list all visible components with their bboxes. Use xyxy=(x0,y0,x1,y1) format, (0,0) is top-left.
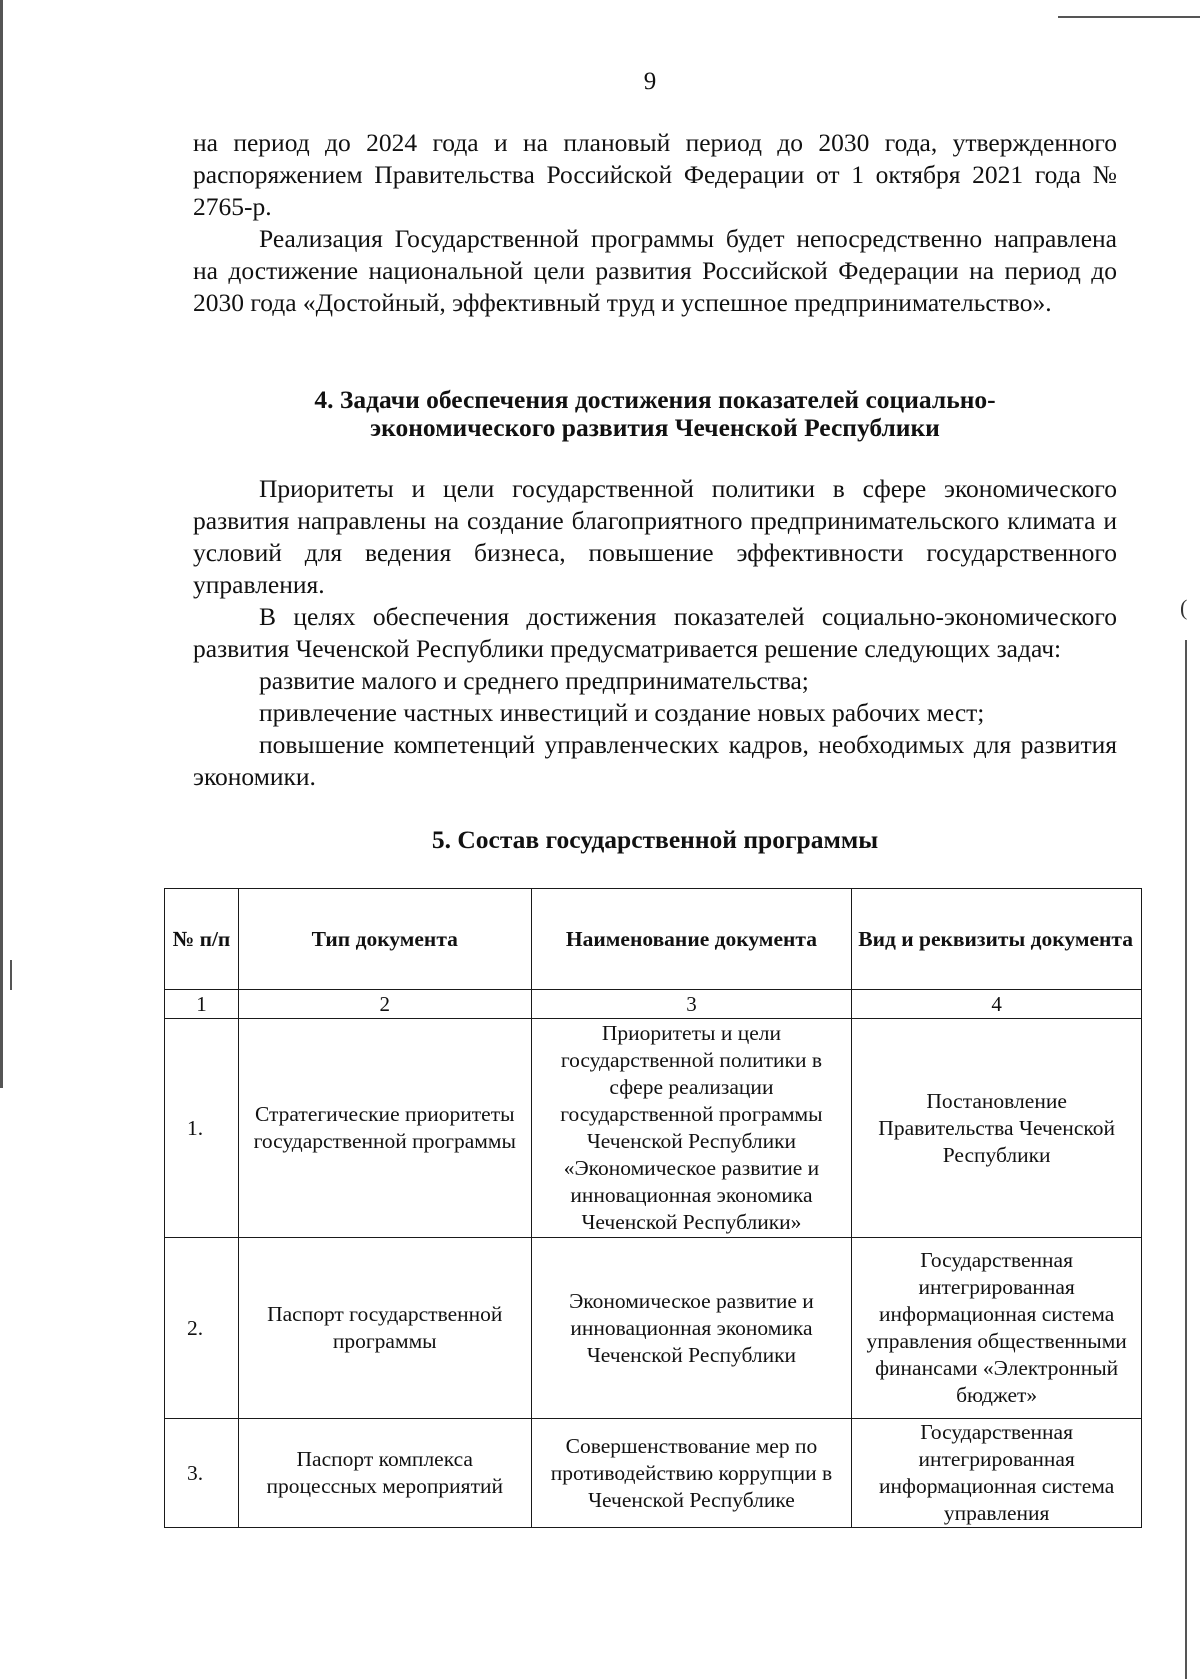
row-num: 2. xyxy=(165,1238,239,1419)
scan-edge-line-top-right xyxy=(1058,16,1200,18)
scan-edge-line-left-mark xyxy=(10,960,12,990)
column-number: 2 xyxy=(238,990,531,1019)
table-row xyxy=(165,1419,1142,1528)
section-4-heading xyxy=(193,386,1117,442)
section-4-heading-line-2: экономического развития Чеченской Республики xyxy=(370,413,940,442)
intro-paragraph-1: на период до 2024 года и на плановый период до 2030 года, утвержденного распоряжением Правительства Российской Федерации от 1 октября 2021 года № 2765-р. xyxy=(193,128,1117,221)
column-number-row xyxy=(165,990,1142,1019)
row-type: Стратегические приоритеты государственной программы xyxy=(238,1019,531,1238)
row-details: Государственная интегрированная информационная система управления xyxy=(852,1419,1142,1528)
row-type: Паспорт комплекса процессных мероприятий xyxy=(238,1419,531,1528)
row-name: Экономическое развитие и инновационная экономика Чеченской Республики xyxy=(531,1238,852,1419)
column-number: 3 xyxy=(531,990,852,1019)
header-type: Тип документа xyxy=(238,889,531,990)
row-details: Государственная интегрированная информационная система управления общественными финансами «Электронный бюджет» xyxy=(852,1238,1142,1419)
section-4-heading-line-1: 4. Задачи обеспечения достижения показателей социально- xyxy=(314,385,996,414)
row-num: 1. xyxy=(165,1019,239,1238)
task-item: привлечение частных инвестиций и создание новых рабочих мест; xyxy=(259,698,985,727)
program-composition-table xyxy=(164,888,1142,1528)
header-num: № п/п xyxy=(165,889,239,990)
column-number: 4 xyxy=(852,990,1142,1019)
scan-mark: ( xyxy=(1180,595,1188,620)
row-type: Паспорт государственной программы xyxy=(238,1238,531,1419)
intro-paragraph-2: Реализация Государственной программы будет непосредственно направлена на достижение национальной цели развития Российской Федерации на период до 2030 года «Достойный, эффективный труд и успешное предпринимательство». xyxy=(193,224,1117,317)
scan-edge-line-left xyxy=(0,0,3,1088)
row-details: Постановление Правительства Чеченской Республики xyxy=(852,1019,1142,1238)
row-name: Приоритеты и цели государственной политики в сфере реализации государственной программы Чеченской Республики «Экономическое развитие и инновационная экономика Чеченской Республики» xyxy=(531,1019,852,1238)
scan-edge-line-right xyxy=(1185,640,1187,1679)
row-num: 3. xyxy=(165,1419,239,1528)
page-number: 9 xyxy=(643,68,657,95)
section-4-text xyxy=(193,473,1117,793)
section-4-paragraph-2: В целях обеспечения достижения показателей социально-экономического развития Чеченской Республики предусматривается решение следующих задач: xyxy=(193,602,1117,663)
task-item: повышение компетенций управленческих кадров, необходимых для развития экономики. xyxy=(193,730,1117,791)
task-item: развитие малого и среднего предпринимательства; xyxy=(259,666,809,695)
row-name: Совершенствование мер по противодействию коррупции в Чеченской Республике xyxy=(531,1419,852,1528)
section-4-paragraph-1: Приоритеты и цели государственной политики в сфере экономического развития направлены на создание благоприятного предпринимательского климата и условий для ведения бизнеса, повышение эффективности государственного управления. xyxy=(193,474,1117,599)
header-name: Наименование документа xyxy=(531,889,852,990)
header-details: Вид и реквизиты документа xyxy=(852,889,1142,990)
table-header-row xyxy=(165,889,1142,990)
section-5-heading: 5. Состав государственной программы xyxy=(431,825,879,854)
intro-text xyxy=(193,127,1117,319)
column-number: 1 xyxy=(165,990,239,1019)
table-row xyxy=(165,1238,1142,1419)
table-row xyxy=(165,1019,1142,1238)
